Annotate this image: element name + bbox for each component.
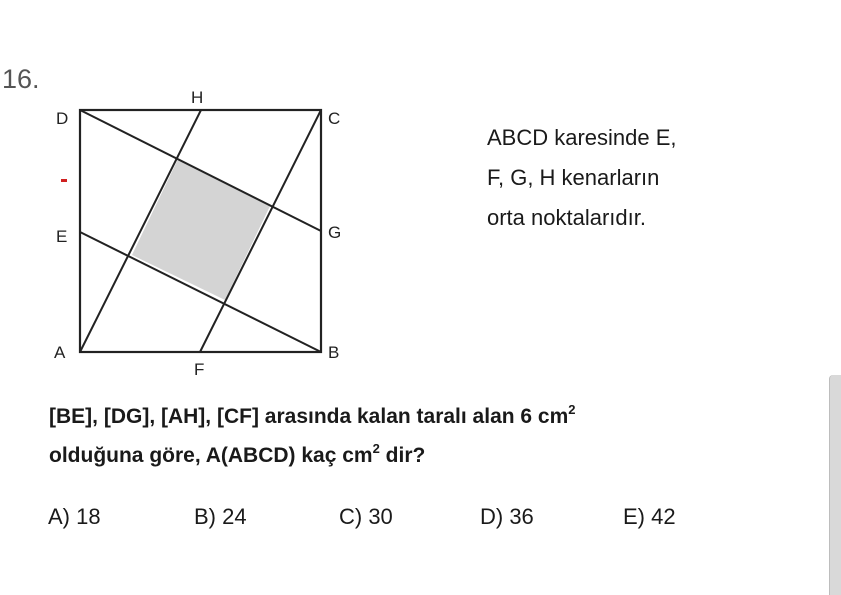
- question-line-2-sup: 2: [372, 441, 380, 456]
- question-line-1-text: [BE], [DG], [AH], [CF] arasında kalan taralı alan 6 cm: [49, 405, 569, 428]
- choice-e[interactable]: E) 42: [623, 504, 676, 529]
- scrollbar[interactable]: [829, 375, 841, 595]
- choice-a[interactable]: A) 18: [48, 504, 101, 529]
- description-line-3: orta noktalarıdır.: [487, 205, 646, 230]
- question-text: [49, 397, 576, 475]
- label-e: E: [56, 227, 68, 246]
- label-c: C: [328, 109, 341, 128]
- red-mark: [61, 179, 67, 182]
- label-g: G: [328, 223, 342, 242]
- question-line-2: [49, 436, 576, 475]
- problem-description: [487, 118, 757, 238]
- shaded-region: [132, 159, 270, 300]
- question-line-2-end: dir?: [379, 444, 426, 467]
- description-line-2: F, G, H kenarların: [487, 165, 660, 190]
- label-b: B: [328, 343, 340, 362]
- description-line-1: ABCD karesinde E,: [487, 125, 677, 150]
- label-a: A: [54, 343, 66, 362]
- label-d: D: [56, 109, 69, 128]
- label-f: F: [194, 360, 205, 379]
- question-line-1: [49, 397, 576, 436]
- label-h: H: [191, 88, 204, 107]
- question-number: 16.: [2, 64, 40, 94]
- question-line-1-sup: 2: [568, 402, 576, 417]
- choice-c[interactable]: C) 30: [339, 504, 393, 529]
- choice-d[interactable]: D) 36: [480, 504, 534, 529]
- question-line-2-text: olduğuna göre, A(ABCD) kaç cm: [49, 444, 373, 467]
- choice-b[interactable]: B) 24: [194, 504, 247, 529]
